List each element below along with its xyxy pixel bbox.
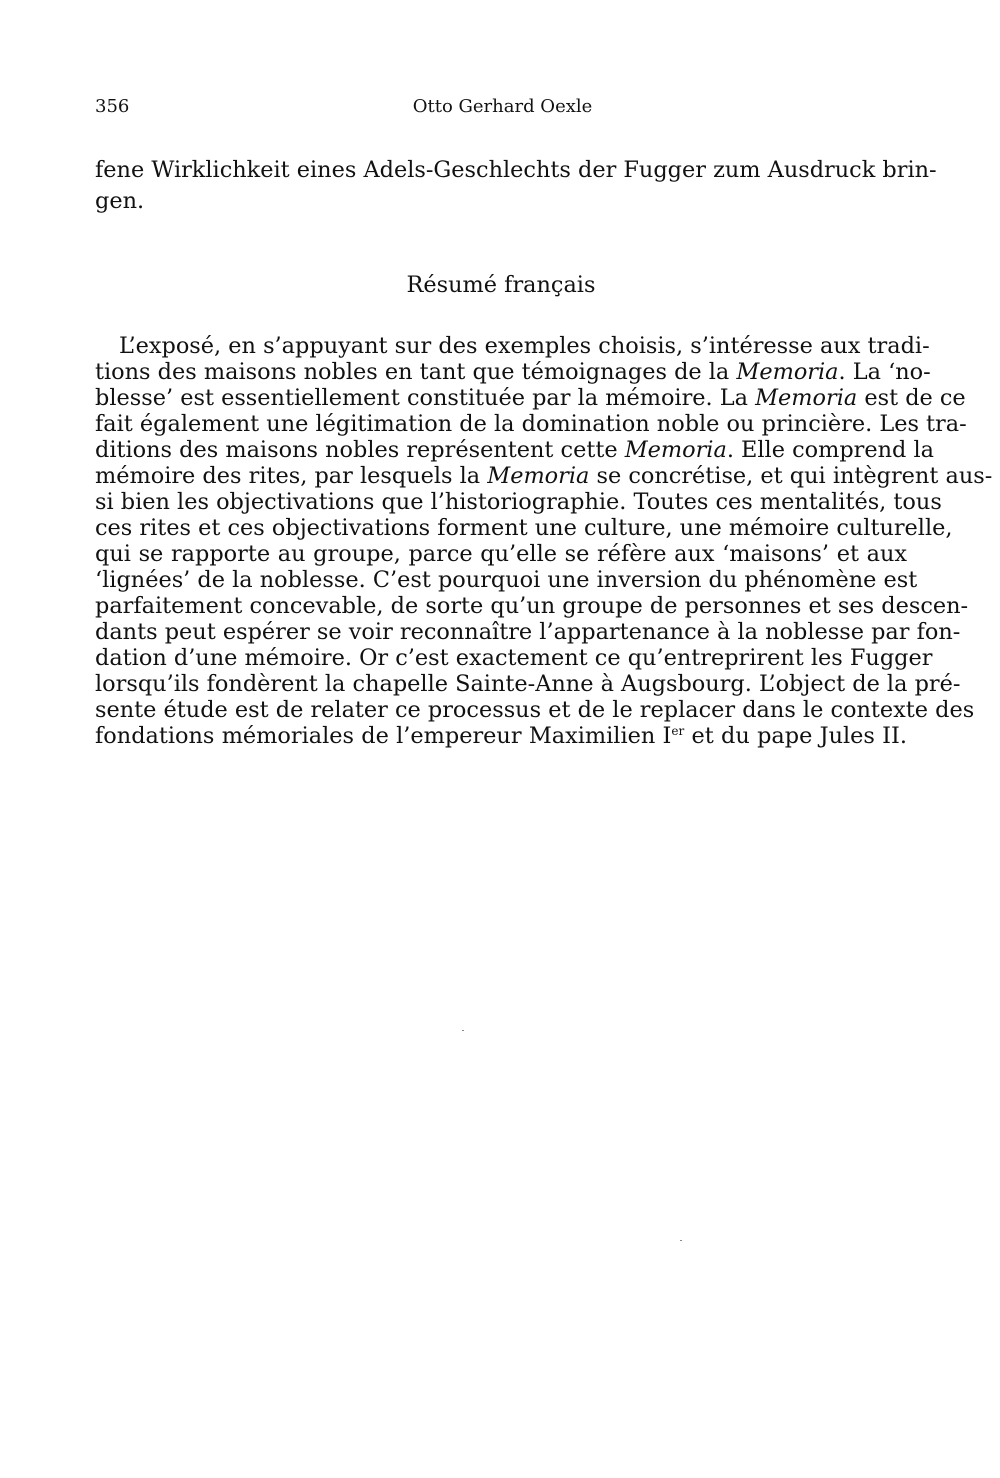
body-text-line: gen.: [95, 188, 145, 214]
text-run: est de ce: [857, 385, 966, 411]
italic-term: Memoria: [736, 359, 839, 385]
summary-line: fait également une légitimation de la domination noble ou princière. Les tra-: [95, 411, 967, 437]
summary-line: [95, 385, 966, 411]
summary-line: L’exposé, en s’appuyant sur des exemples choisis, s’intéresse aux tradi-: [119, 333, 930, 359]
text-run: . La ‘no-: [838, 359, 931, 385]
superscript: er: [671, 724, 685, 738]
summary-line: [95, 723, 907, 749]
scan-speck: [680, 1240, 682, 1241]
summary-line: dants peut espérer se voir reconnaître l’appartenance à la noblesse par fon-: [95, 619, 961, 645]
text-run: . Elle comprend la: [726, 437, 935, 463]
summary-line: [95, 359, 931, 385]
summary-line: sente étude est de relater ce processus et de le replacer dans le contexte des: [95, 697, 975, 723]
summary-line: lorsqu’ils fondèrent la chapelle Sainte-Anne à Augsbourg. L’object de la pré-: [95, 671, 961, 697]
italic-term: Memoria: [624, 437, 727, 463]
text-run: tions des maisons nobles en tant que témoignages de la: [95, 359, 737, 385]
summary-line: dation d’une mémoire. Or c’est exactement ce qu’entreprirent les Fugger: [95, 645, 933, 671]
page-number: 356: [95, 96, 130, 117]
running-head: [95, 96, 910, 124]
summary-line: ‘lignées’ de la noblesse. C’est pourquoi une inversion du phénomène est: [95, 567, 918, 593]
summary-line: si bien les objectivations que l’historiographie. Toutes ces mentalités, tous: [95, 489, 942, 515]
section-heading: Résumé français: [406, 272, 596, 298]
summary-line: [95, 437, 935, 463]
text-run: se concrétise, et qui intègrent aus-: [589, 463, 993, 489]
summary-line: ces rites et ces objectivations forment une culture, une mémoire culturelle,: [95, 515, 953, 541]
text-run: ditions des maisons nobles représentent cette: [95, 437, 625, 463]
summary-line: parfaitement concevable, de sorte qu’un groupe de personnes et ses descen-: [95, 593, 969, 619]
text-run: mémoire des rites, par lesquels la: [95, 463, 488, 489]
body-text-line: fene Wirklichkeit eines Adels-Geschlechts der Fugger zum Ausdruck brin-: [95, 157, 937, 183]
running-title: Otto Gerhard Oexle: [412, 96, 593, 117]
text-run: et du pape Jules II.: [684, 723, 907, 749]
summary-line: [95, 463, 993, 489]
text-run: blesse’ est essentiellement constituée par la mémoire. La: [95, 385, 756, 411]
italic-term: Memoria: [755, 385, 858, 411]
text-run: fondations mémoriales de l’empereur Maximilien I: [95, 723, 672, 749]
italic-term: Memoria: [487, 463, 590, 489]
scan-speck: [462, 1030, 464, 1031]
summary-line: qui se rapporte au groupe, parce qu’elle se réfère aux ‘maisons’ et aux: [95, 541, 907, 567]
